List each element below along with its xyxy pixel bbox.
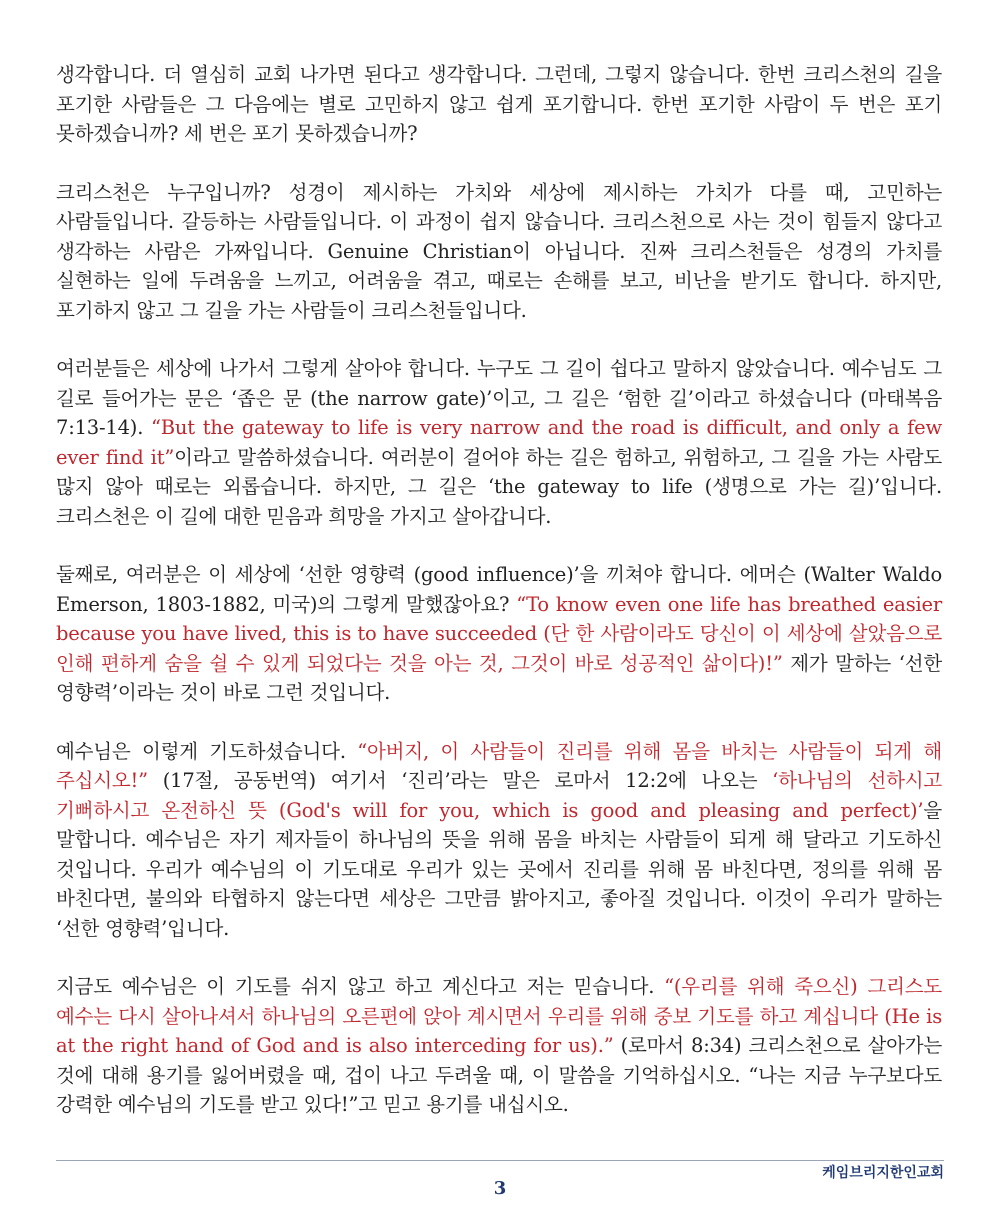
body-text: (로마서 8:34) 크리스천으로 살아가는 것에 대해 용기를 잃어버렸을 때, 겁이 나고 두려울 때, 이 말씀을 기억하십시오. “나는 지금 누구보다도 강력한 예수님의 기도를 받고 있다!”고 믿고 용기를 내십시오. xyxy=(56,1034,942,1116)
body-text: 둘째로, 여러분은 이 세상에 ‘선한 영향력 (good influence)’을 끼쳐야 합니다. 에머슨 (Walter Waldo Emerson, 1803-1882, 미국)의 그렇게 말했잖아요? xyxy=(56,563,942,616)
paragraph xyxy=(56,178,942,326)
paragraph xyxy=(56,972,942,1120)
paragraph xyxy=(56,354,942,531)
body-text: 크리스천은 누구입니까? 성경이 제시하는 가치와 세상에 제시하는 가치가 다를 때, 고민하는 사람들입니다. 갈등하는 사람들입니다. 이 과정이 쉽지 않습니다. 크리스천으로 사는 것이 힘들지 않다고 생각하는 사람은 가짜입니다. Genuine Christian이 아닙니다. 진짜 크리스천들은 성경의 가치를 실현하는 일에 두려움을 느끼고, 어려움을 겪고, 때로는 손해를 보고, 비난을 받기도 합니다. 하지만, 포기하지 않고 그 길을 가는 사람들이 크리스천들입니다. xyxy=(56,180,942,322)
paragraph xyxy=(56,60,942,149)
body-text: 예수님은 이렇게 기도하셨습니다. xyxy=(56,739,358,763)
body-text: 을 말합니다. 예수님은 자기 제자들이 하나님의 뜻을 위해 몸을 바치는 사람들이 되게 해 달라고 기도하신 것입니다. 우리가 예수님의 이 기도대로 우리가 있는 곳에서 진리를 위해 몸 바친다면, 정의를 위해 몸 바친다면, 불의와 타협하지 않는다면 세상은 그만큼 밝아지고, 좋아질 것입니다. 이것이 우리가 말하는 ‘선한 영향력’입니다. xyxy=(56,798,942,940)
footer-divider xyxy=(56,1160,944,1161)
body-text: 지금도 예수님은 이 기도를 쉬지 않고 하고 계신다고 저는 믿습니다. xyxy=(56,975,665,998)
body-text: 생각합니다. 더 열심히 교회 나가면 된다고 생각합니다. 그런데, 그렇지 않습니다. 한번 크리스천의 길을 포기한 사람들은 그 다음에는 별로 고민하지 않고 쉽게 포기합니다. 한번 포기한 사람이 두 번은 포기 못하겠습니까? 세 번은 포기 못하겠습니까? xyxy=(56,63,943,145)
quote-text: ‘하나님의 선하시고 기뻐하시고 온전하신 뜻 (God's will for you, which is good and pleasing and perfect)’ xyxy=(56,769,943,822)
quote-text: “To know even one life has breathed easier because you have lived, this is to have succeeded (단 한 사람이라도 당신이 이 세상에 살았음으로 인해 편하게 숨을 쉴 수 있게 되었다는 것을 아는 것, 그것이 바로 성공적인 삶이다)!” xyxy=(56,592,942,675)
paragraph xyxy=(56,737,942,944)
church-name: 케임브리지한인교회 xyxy=(822,1165,944,1181)
document-body xyxy=(56,60,942,1149)
body-text: 제가 말하는 ‘선한 영향력’이라는 것이 바로 그런 것입니다. xyxy=(56,651,942,704)
paragraph xyxy=(56,560,942,708)
quote-text: “(우리를 위해 죽으신) 그리스도 예수는 다시 살아나셔서 하나님의 오른편에 앉아 계시면서 우리를 위해 중보 기도를 하고 계십니다 (He is at the right hand of God and is also interceding for us).” xyxy=(56,975,942,1057)
quote-text: “But the gateway to life is very narrow and the road is difficult, and only a few ever find it” xyxy=(56,416,943,469)
quote-text: “아버지, 이 사람들이 진리를 위해 몸을 바치는 사람들이 되게 해 주십시오!” xyxy=(56,739,942,792)
body-text: 여러분들은 세상에 나가서 그렇게 살아야 합니다. 누구도 그 길이 쉽다고 말하지 않았습니다. 예수님도 그 길로 들어가는 문은 ‘좁은 문 (the narrow gate)’이고, 그 길은 ‘험한 길’이라고 하셨습니다 (마태복음 7:13-14). xyxy=(56,357,942,439)
page-number: 3 xyxy=(493,1178,507,1199)
body-text: (17절, 공동번역) 여기서 ‘진리’라는 말은 로마서 12:2에 나오는 xyxy=(147,769,773,792)
body-text: 이라고 말씀하셨습니다. 여러분이 걸어야 하는 길은 험하고, 위험하고, 그 길을 가는 사람도 많지 않아 때로는 외롭습니다. 하지만, 그 길은 ‘the gateway to life (생명으로 가는 길)’입니다. 크리스천은 이 길에 대한 믿음과 희망을 가지고 살아갑니다. xyxy=(56,445,942,528)
